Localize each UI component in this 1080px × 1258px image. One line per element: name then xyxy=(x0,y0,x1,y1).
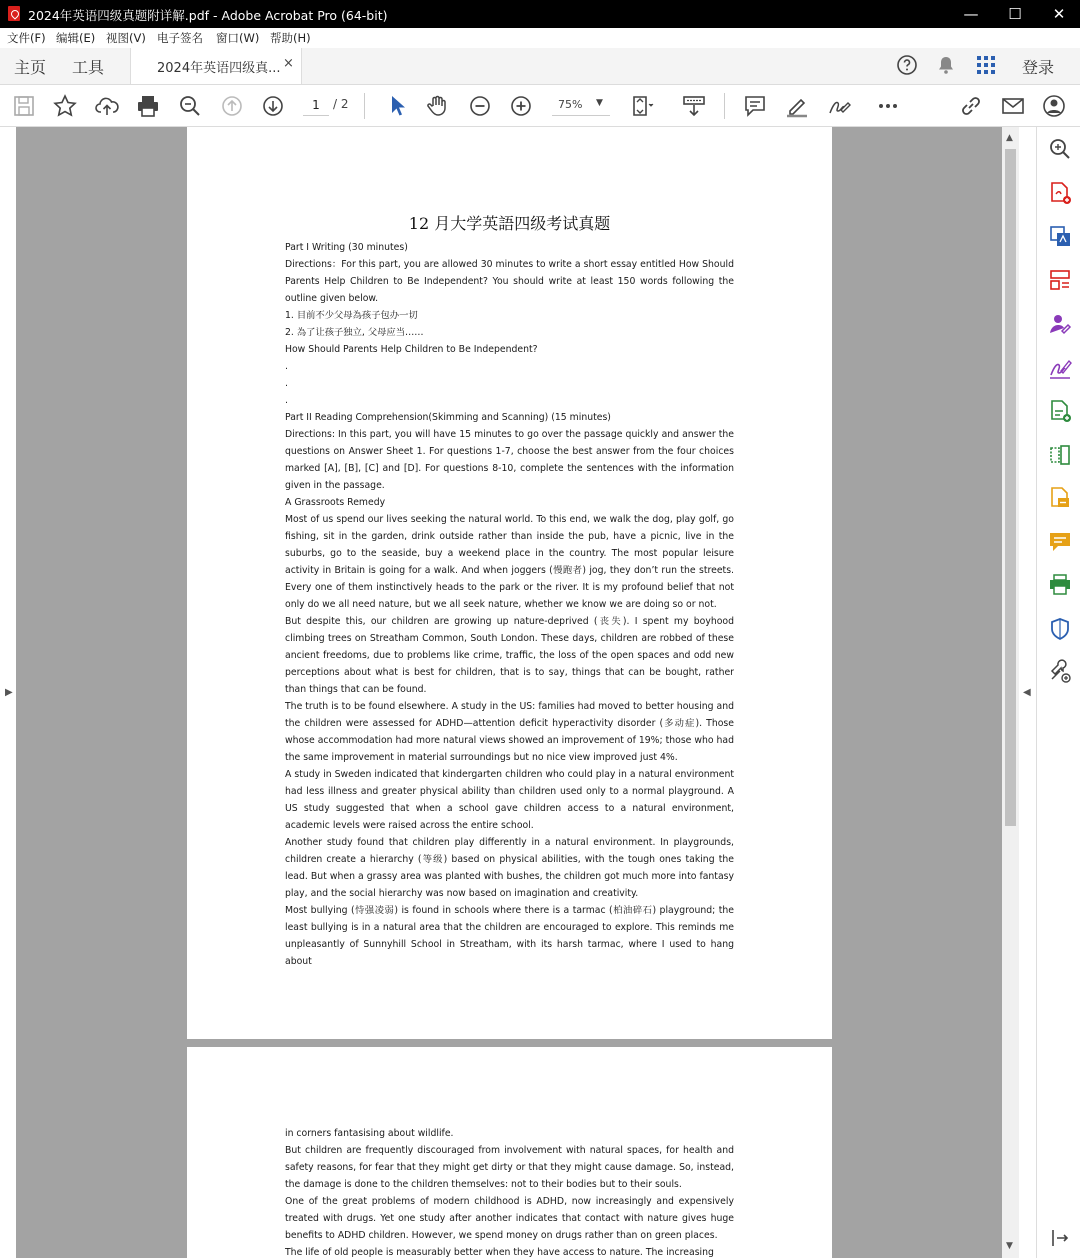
collapse-right-panel-icon[interactable]: ◀ xyxy=(1023,687,1031,698)
toolbar-divider xyxy=(364,93,365,119)
chevron-down-icon: ▼ xyxy=(596,98,603,108)
close-tab-icon[interactable]: × xyxy=(283,56,294,71)
expand-left-panel-icon[interactable]: ▶ xyxy=(5,687,13,698)
paragraph: The life of old people is measurably better when they have access to nature. The increasing xyxy=(285,1247,714,1258)
export-to-office-icon[interactable] xyxy=(1047,485,1073,511)
paragraph: Another study found that children play differently in a natural environment. In playgrounds, children create a hierarchy (等级) based on physical abilities, with the tough ones taking the lead. But when a grassy area was planted with bushes, the children got much more into fantasy play, and the social hierarchy was now based on imagination and creativity. xyxy=(285,837,734,899)
paragraph: . xyxy=(285,378,288,389)
hand-tool-icon[interactable] xyxy=(425,93,451,119)
comment-icon[interactable] xyxy=(742,93,768,119)
paragraph: in corners fantasising about wildlife. xyxy=(285,1128,454,1139)
login-button[interactable]: 登录 xyxy=(1022,58,1055,77)
paragraph: One of the great problems of modern childhood is ADHD, now increasingly and expensively treated with drugs. Yet one study after another indicates that contact with nature gives huge benefits to ADHD children. However, we spend money on drugs rather than on green places. xyxy=(285,1196,734,1241)
paragraph: . xyxy=(285,395,288,406)
more-tools-icon[interactable] xyxy=(1047,659,1073,685)
toolbar xyxy=(0,85,1080,127)
protect-shield-icon[interactable] xyxy=(1047,616,1073,642)
paragraph: Part II Reading Comprehension(Skimming and Scanning) (15 minutes) xyxy=(285,412,611,423)
paragraph: But children are frequently discouraged from involvement with natural spaces, for health and safety reasons, for fear that they might get dirty or that they might cause damage. So, instead, the damage is done to the children themselves: not to their bodies but to their souls. xyxy=(285,1145,734,1190)
page-fit-icon[interactable] xyxy=(630,93,656,119)
share-user-icon[interactable] xyxy=(1041,93,1067,119)
help-icon[interactable] xyxy=(896,54,918,80)
tab-document[interactable] xyxy=(130,48,302,84)
page-total: / 2 xyxy=(333,97,349,111)
paragraph: But despite this, our children are growing up nature-deprived (丧失). I spent my boyhood climbing trees on Streatham Common, South London. These days, children are robbed of these ancient freedoms, due to problems like crime, traffic, the loss of the open spaces and odd new perceptions about what is best for children, that is to say, things that can be bought, rather than things that can be found. xyxy=(285,616,734,695)
collapse-tools-pane-icon[interactable] xyxy=(1047,1225,1073,1251)
scrollbar-thumb[interactable] xyxy=(1005,149,1016,826)
paragraph: Most of us spend our lives seeking the natural world. To this end, we walk the dog, play golf, go fishing, sit in the garden, drink outside rather than inside the pub, have a picnic, live in the suburbs, go to the seaside, buy a weekend place in the country. The most popular leisure activity in Britain is going for a walk. And when joggers (慢跑者) jog, they don’t run the streets. Every one of them instinctively heads to the park or the river. It is my profound belief that not only do we all need nature, but we all seek nature, whether we know we are doing so or not. xyxy=(285,514,734,610)
scroll-down-icon[interactable]: ▼ xyxy=(1006,1241,1013,1251)
paragraph: Part I Writing (30 minutes) xyxy=(285,242,408,253)
document-viewer[interactable] xyxy=(16,127,1002,1258)
document-title: 12 月大学英語四级考试真题 xyxy=(408,214,611,233)
paragraph: A study in Sweden indicated that kindergarten children who could play in a natural environment had less illness and greater physical ability than children used only to a normal playground. A US study suggested that when a school gave children access to a natural environment, academic levels were raised across the entire school. xyxy=(285,769,734,831)
zoom-value: 75% xyxy=(558,98,583,111)
select-cursor-icon[interactable] xyxy=(384,93,410,119)
apps-grid-icon[interactable] xyxy=(975,54,997,80)
close-window-button[interactable]: ✕ xyxy=(1052,5,1066,23)
scroll-mode-icon[interactable] xyxy=(681,93,707,119)
request-signature-icon[interactable] xyxy=(1047,311,1073,337)
zoom-search-icon[interactable] xyxy=(177,93,203,119)
document-tab-label: 2024年英语四级真... xyxy=(157,61,281,76)
window-title: 2024年英语四级真题附详解.pdf - Adobe Acrobat Pro (64-bit) xyxy=(28,8,388,23)
highlight-pen-icon[interactable] xyxy=(784,93,810,119)
page-1-text xyxy=(285,239,734,970)
compare-files-icon[interactable] xyxy=(1047,442,1073,468)
upload-cloud-icon[interactable] xyxy=(94,93,120,119)
page-number-input[interactable]: 1 xyxy=(303,95,329,116)
email-icon[interactable] xyxy=(1000,93,1026,119)
menu-e-sign[interactable]: 电子签名 xyxy=(157,31,203,45)
menu-window[interactable]: 窗口(W) xyxy=(216,31,260,45)
print-icon[interactable] xyxy=(135,93,161,119)
left-panel-toggle[interactable] xyxy=(0,127,16,1258)
paragraph: The truth is to be found elsewhere. A study in the US: families had moved to better housing and the children were assessed for ADHD—attention deficit hyperactivity disorder (多动症). Those whose accommodation had more natural views showed an improvement of 19%; those who had the same improvement in material surroundings but no nice view improved just 4%. xyxy=(285,701,734,763)
toolbar-divider xyxy=(724,93,725,119)
next-page-icon[interactable] xyxy=(260,93,286,119)
page-2-text xyxy=(285,1125,734,1258)
fill-sign-icon[interactable] xyxy=(1047,355,1073,381)
paragraph: How Should Parents Help Children to Be Independent? xyxy=(285,344,538,355)
pdf-page-2 xyxy=(187,1047,832,1258)
menu-bar xyxy=(0,28,1080,49)
more-options-icon[interactable] xyxy=(875,93,901,119)
share-link-icon[interactable] xyxy=(958,93,984,119)
menu-file[interactable]: 文件(F) xyxy=(7,31,46,45)
sign-icon[interactable] xyxy=(826,93,852,119)
prev-page-icon[interactable] xyxy=(219,93,245,119)
save-icon[interactable] xyxy=(11,93,37,119)
create-pdf-icon[interactable] xyxy=(1047,398,1073,424)
acrobat-logo-icon xyxy=(8,6,20,21)
paragraph: A Grassroots Remedy xyxy=(285,497,386,508)
maximize-button[interactable]: ☐ xyxy=(1008,5,1022,23)
organize-pages-icon[interactable] xyxy=(1047,267,1073,293)
tab-home[interactable]: 主页 xyxy=(14,58,47,77)
paragraph: Most bullying (恃强凌弱) is found in schools where there is a tarmac (柏油碎石) playground; the least bullying is in a natural area that the children are encouraged to explore. This reminds me unpleasantly of Sunnyhill School in Streatham, with its harsh tarmac, where I used to hang about xyxy=(285,905,734,967)
zoom-in-icon[interactable] xyxy=(508,93,534,119)
zoom-out-icon[interactable] xyxy=(467,93,493,119)
zoom-search-icon[interactable] xyxy=(1047,136,1073,162)
zoom-level-select[interactable] xyxy=(552,95,610,116)
paragraph: Directions：For this part, you are allowed 30 minutes to write a short essay entitled How Should Parents Help Children to Be Independent? You should write at least 150 words following the outline given below. xyxy=(285,259,734,304)
right-panel-collapse[interactable] xyxy=(1019,127,1036,1258)
minimize-button[interactable]: — xyxy=(963,5,979,23)
menu-help[interactable]: 帮助(H) xyxy=(270,31,311,45)
print-production-icon[interactable] xyxy=(1047,572,1073,598)
paragraph: Directions: In this part, you will have 15 minutes to go over the passage quickly and answer the questions on Answer Sheet 1. For questions 1-7, choose the best answer from the four choices marked [A], [B], [C] and [D]. For questions 8-10, complete the sentences with the information given in the passage. xyxy=(285,429,734,491)
menu-edit[interactable]: 编辑(E) xyxy=(56,31,96,45)
bell-icon[interactable] xyxy=(935,54,957,80)
edit-pdf-icon[interactable] xyxy=(1047,223,1073,249)
paragraph: . xyxy=(285,361,288,372)
vertical-scrollbar[interactable] xyxy=(1002,127,1019,1258)
tools-pane xyxy=(1036,127,1080,1258)
tab-tools[interactable]: 工具 xyxy=(72,58,105,77)
pdf-page-1 xyxy=(187,127,832,1039)
comment-tool-icon[interactable] xyxy=(1047,529,1073,555)
star-icon[interactable] xyxy=(52,93,78,119)
paragraph: 1. 目前不少父母為孩子包办一切 xyxy=(285,310,418,321)
scroll-up-icon[interactable]: ▲ xyxy=(1006,133,1013,143)
export-pdf-icon[interactable] xyxy=(1047,180,1073,206)
title-bar xyxy=(0,0,1080,28)
menu-view[interactable]: 视图(V) xyxy=(106,31,146,45)
paragraph: 2. 為了让孩子独立, 父母应当…… xyxy=(285,327,424,338)
tab-bar xyxy=(0,48,1080,85)
